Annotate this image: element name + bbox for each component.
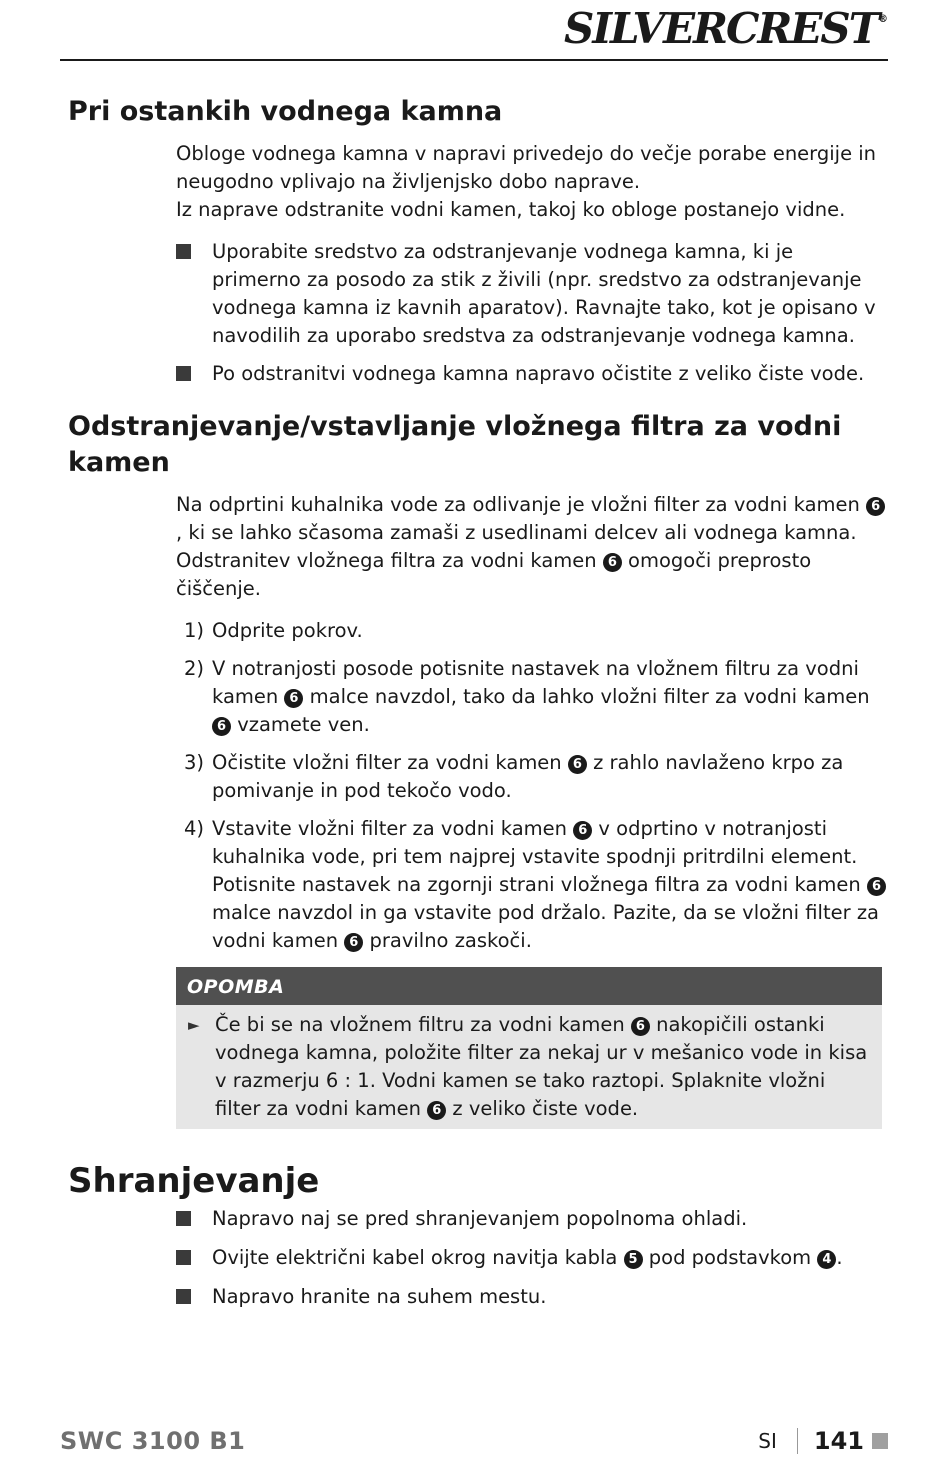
section-title-filter: Odstranjevanje/vstavljanje vložnega filtra za vodni kamen (68, 411, 842, 478)
step-item: 4) Vstavite vložni filter za vodni kamen 6 v odprtino v notranjosti kuhalnika vode, pri tem najprej vstavite spodnji pritrdilni element. Potisnite nastavek na zgornji strani vložnega filtra za vodni kamen 6 malce navzdol in ga vstavite pod držalo. Pazite, da se vložni filter za vodni kamen 6 pravilno zaskoči. (176, 815, 888, 955)
list-item: Napravo naj se pred shranjevanjem popolnoma ohladi. (176, 1205, 888, 1234)
footer-language: SI (758, 1429, 777, 1453)
step-item: 3) Očistite vložni filter za vodni kamen 6 z rahlo navlaženo krpo za pomivanje in pod tekočo vodo. (184, 751, 844, 802)
list-item: Po odstranitvi vodnega kamna napravo očistite z veliko čiste vode. (176, 360, 888, 389)
page-square-icon (872, 1433, 888, 1449)
footer-divider (797, 1428, 798, 1454)
ref-6-icon: 6 (284, 689, 303, 708)
ref-6-icon: 6 (573, 821, 592, 840)
triangle-bullet-icon: ► (188, 1016, 200, 1034)
ref-6-icon: 6 (568, 755, 587, 774)
step-item: 2) V notranjosti posode potisnite nastavek na vložnem filtru za vodni kamen 6 malce navzdol, tako da lahko vložni filter za vodni kamen 6 vzamete ven. (184, 657, 870, 736)
header-rule (60, 59, 888, 61)
ref-6-icon: 6 (212, 717, 231, 736)
footer-page-info (758, 1427, 888, 1455)
ref-6-icon: 6 (866, 497, 885, 516)
footer-model: SWC 3100 B1 (60, 1427, 246, 1455)
bullet-square-icon (176, 1244, 212, 1273)
ref-6-icon: 6 (427, 1101, 446, 1120)
bullet-square-icon (176, 238, 212, 350)
bullet-square-icon (176, 1205, 212, 1234)
ref-6-icon: 6 (344, 933, 363, 952)
note-heading: OPOMBA (176, 967, 882, 1005)
ref-6-icon: 6 (867, 877, 886, 896)
bullet-square-icon (176, 1283, 212, 1312)
section-title-storage: Shranjevanje (68, 1161, 320, 1201)
ref-6-icon: 6 (631, 1017, 650, 1036)
intro-paragraph: Obloge vodnega kamna v napravi privedejo do večje porabe energije in neugodno vplivajo na življenjsko dobo naprave. (176, 142, 877, 193)
intro-paragraph-2: Iz naprave odstranite vodni kamen, takoj ko obloge postanejo vidne. (176, 198, 846, 221)
page-content (68, 94, 888, 1312)
ref-4-icon: 4 (817, 1250, 836, 1269)
list-item: Uporabite sredstvo za odstranjevanje vodnega kamna, ki je primerno za posodo za stik z živili (npr. sredstvo za odstranjevanje vodnega kamna iz kavnih aparatov). Ravnajte tako, kot je opisano v navodilih za uporabo sredstva za odstranjevanje vodnega kamna. (176, 238, 888, 350)
note-body: ► Če bi se na vložnem filtru za vodni kamen 6 nakopičili ostanki vodnega kamna, položite filter za nekaj ur v mešanico vode in kisa v razmerju 6 : 1. Vodni kamen se tako raztopi. Splaknite vložni filter za vodni kamen 6 z veliko čiste vode. (176, 1005, 882, 1129)
section-title-limescale-residue: Pri ostankih vodnega kamna (68, 96, 503, 127)
step-item: 1) Odprite pokrov. (184, 619, 363, 642)
list-item: Napravo hranite na suhem mestu. (176, 1283, 888, 1312)
note-box (176, 967, 882, 1129)
filter-intro-paragraph: Na odprtini kuhalnika vode za odlivanje je vložni filter za vodni kamen 6, ki se lahko sčasoma zamaši z usedlinami delcev ali vodnega kamna. Odstranitev vložnega filtra za vodni kamen 6 omogoči preprosto čiščenje. (176, 491, 888, 603)
ref-5-icon: 5 (624, 1250, 643, 1269)
list-item: Ovijte električni kabel okrog navitja kabla 5 pod podstavkom 4 . (176, 1244, 888, 1273)
brand-logo: SILVERCREST® (564, 4, 888, 53)
page-number: 141 (813, 1427, 864, 1455)
ref-6-icon: 6 (603, 553, 622, 572)
bullet-square-icon (176, 360, 212, 389)
